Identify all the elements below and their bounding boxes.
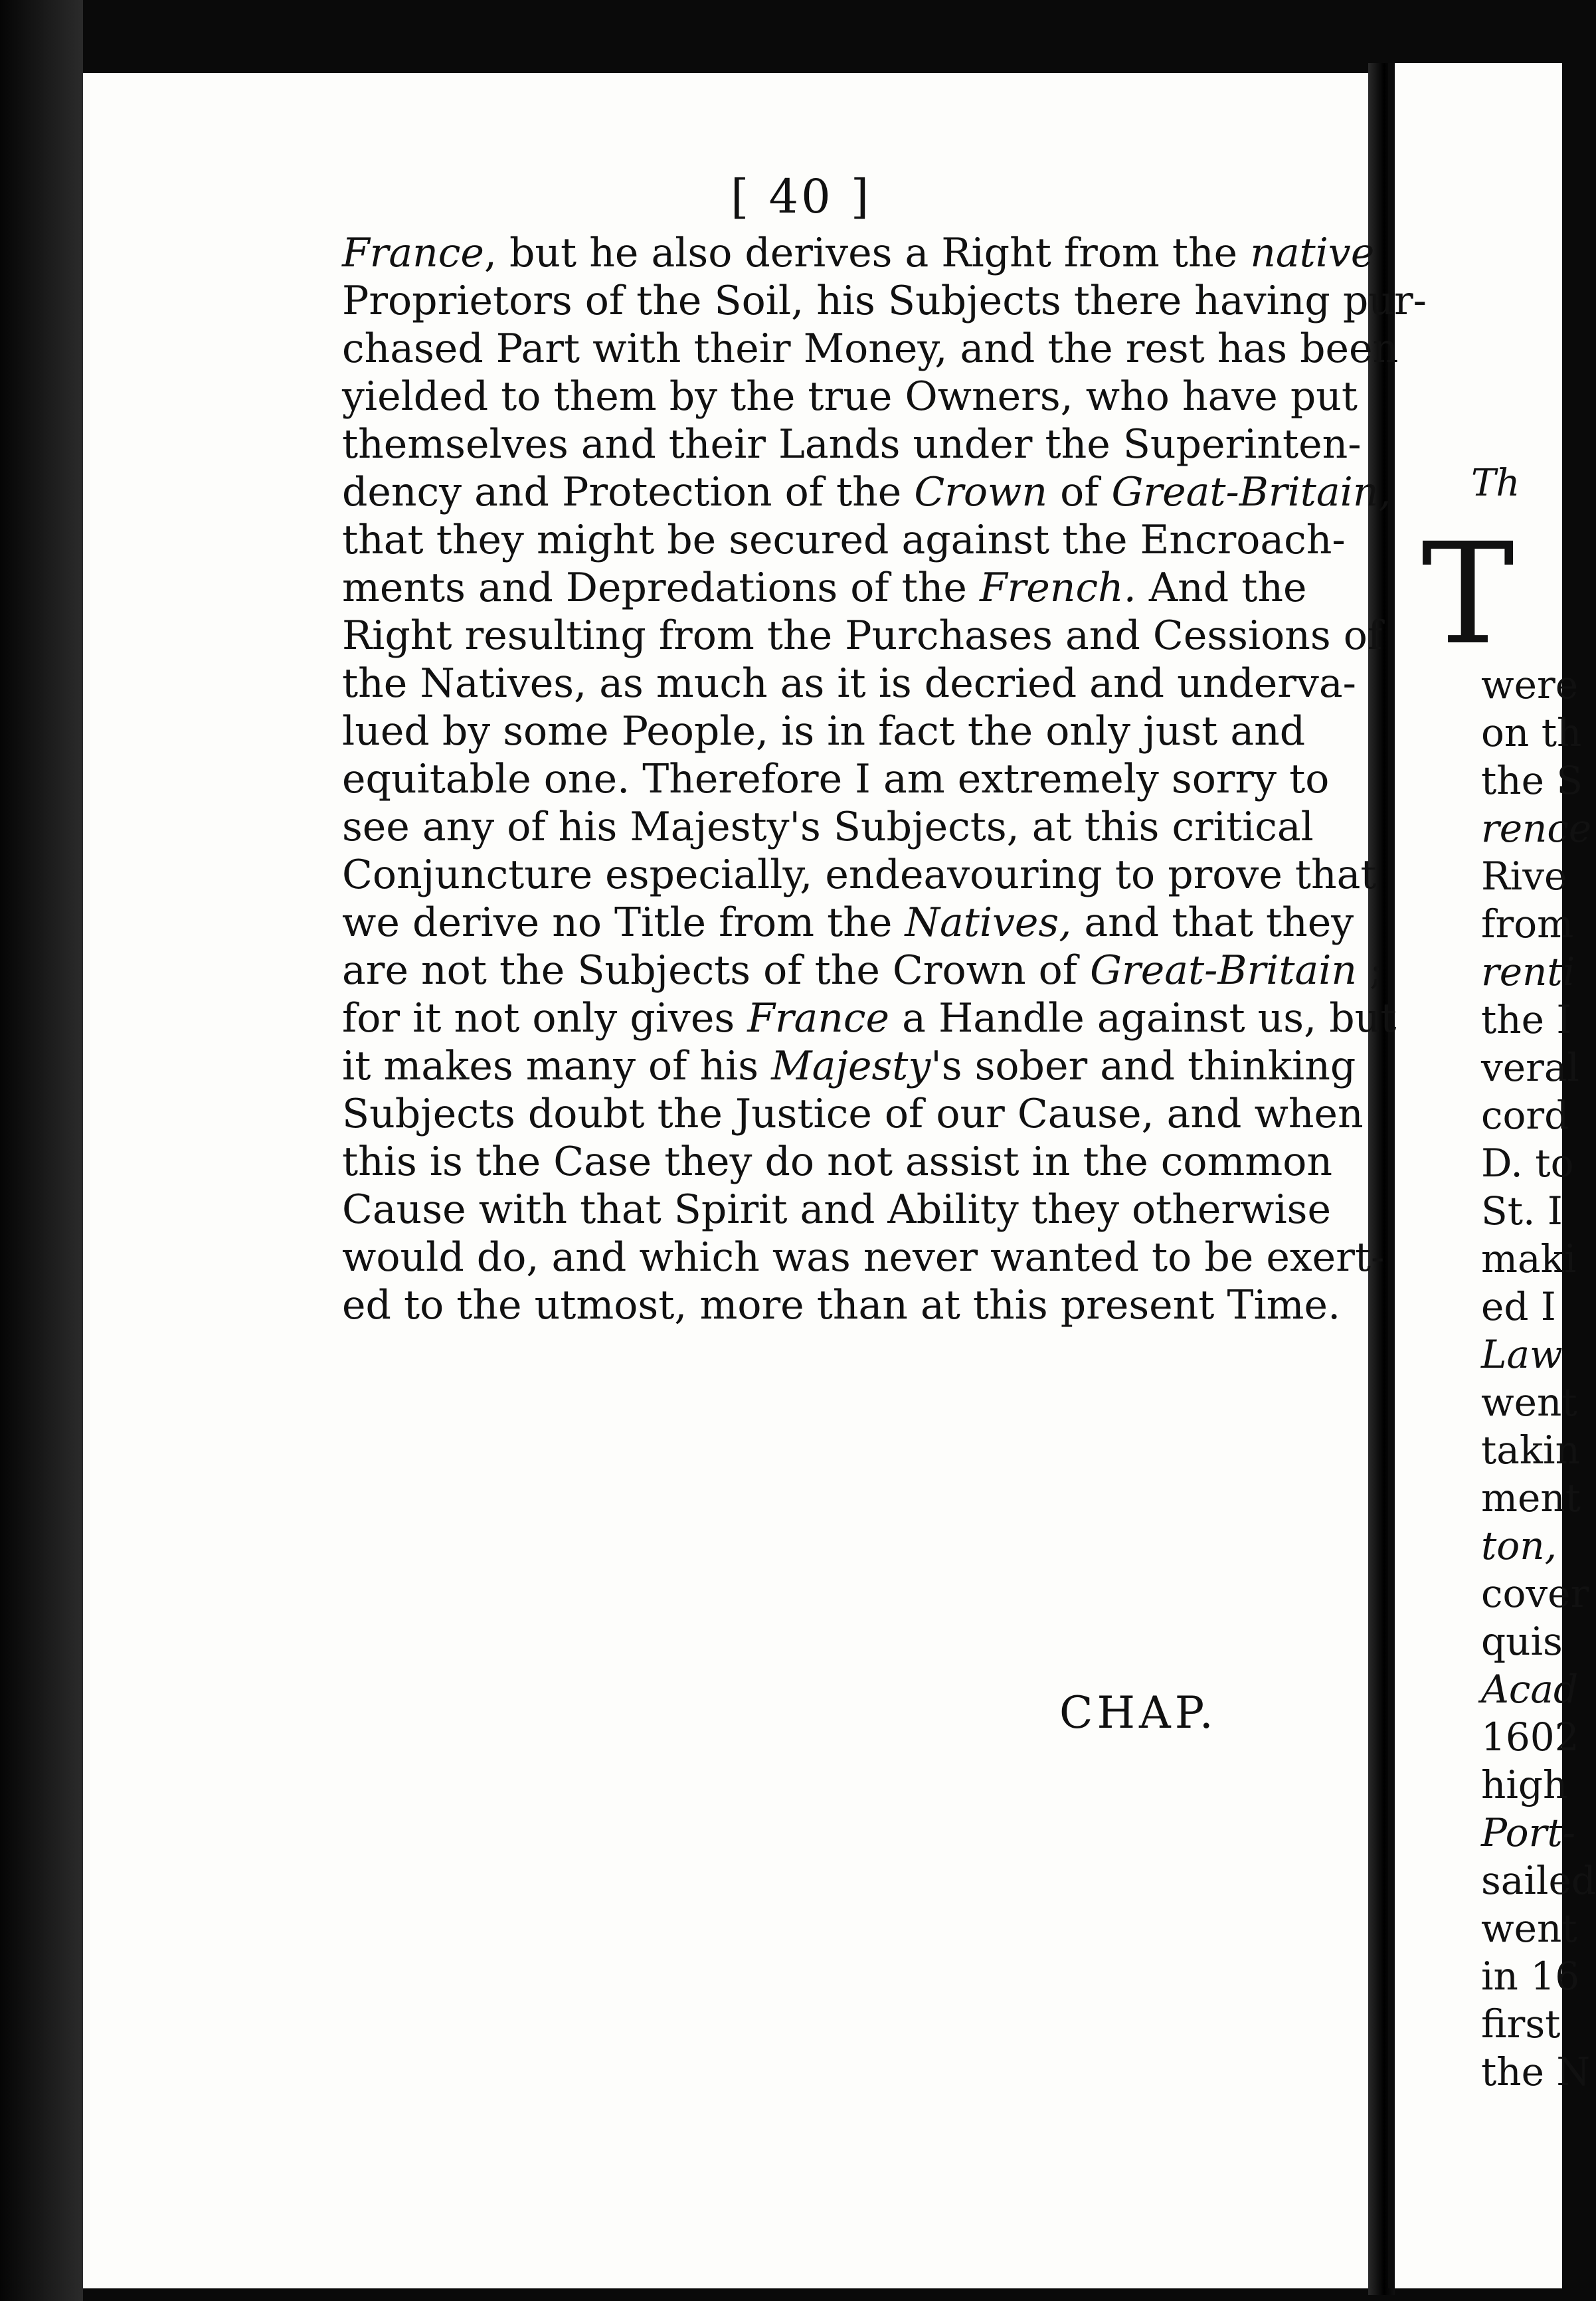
- right-page-line: rence: [1481, 806, 1592, 851]
- right-page-line: cord: [1481, 1093, 1569, 1138]
- text-line: [342, 564, 1307, 612]
- italic-text-segment: Natives,: [905, 899, 1072, 946]
- text-line: [342, 1234, 1385, 1281]
- text-line: [342, 1138, 1333, 1186]
- right-page-line: ton,: [1481, 1523, 1557, 1568]
- right-page: [1388, 63, 1596, 2288]
- text-segment: , but he also derives a Right from the: [484, 230, 1251, 276]
- text-line: [342, 229, 1375, 277]
- text-line: [342, 947, 1383, 994]
- text-line: [342, 1281, 1341, 1329]
- right-page-line: in 16: [1481, 1954, 1580, 1999]
- italic-text-segment: native: [1250, 230, 1375, 276]
- text-line: [342, 994, 1397, 1042]
- text-segment: it makes many of his: [342, 1043, 772, 1089]
- text-segment: are not the Subjects of the Crown of: [342, 947, 1091, 994]
- right-page-line: sailed: [1481, 1858, 1596, 1903]
- text-segment: And the: [1136, 565, 1307, 611]
- right-page-line: first: [1481, 2001, 1561, 2047]
- text-segment: this is the Case they do not assist in the common: [342, 1139, 1333, 1185]
- text-segment: ments and Depredations of the: [342, 565, 980, 611]
- right-page-line: Rive: [1481, 854, 1567, 899]
- right-page-line: cover: [1481, 1571, 1589, 1616]
- text-segment: and that they: [1071, 899, 1354, 946]
- left-margin-shadow: [0, 0, 83, 2301]
- text-segment: ;: [1357, 947, 1383, 994]
- italic-text-segment: Crown: [914, 469, 1048, 515]
- text-line: [342, 468, 1391, 516]
- right-page-line: Law: [1481, 1332, 1563, 1377]
- right-page-line: were: [1481, 662, 1579, 707]
- right-page-line: the S: [1481, 758, 1583, 803]
- right-page-heading: Th: [1471, 462, 1520, 505]
- text-line: [342, 803, 1314, 851]
- right-page-line: 1602: [1481, 1714, 1579, 1760]
- right-page-line: takin: [1481, 1427, 1580, 1473]
- right-page-line: went: [1481, 1906, 1577, 1951]
- right-page-line: maki: [1481, 1236, 1577, 1281]
- right-page-line: D. to: [1481, 1141, 1574, 1186]
- text-line: [342, 1186, 1331, 1234]
- text-segment: 's sober and thinking: [931, 1043, 1356, 1089]
- right-page-line: Port-: [1481, 1810, 1576, 1855]
- text-segment: would do, and which was never wanted to be exert-: [342, 1234, 1385, 1281]
- text-line: [342, 755, 1330, 803]
- right-page-line: ed I: [1481, 1284, 1556, 1329]
- main-text-block: [342, 229, 1427, 1329]
- text-line: [342, 277, 1427, 325]
- text-segment: see any of his Majesty's Subjects, at this critical: [342, 804, 1314, 850]
- text-line: [342, 1090, 1364, 1138]
- italic-text-segment: French.: [979, 565, 1136, 611]
- right-page-line: ment: [1481, 1475, 1581, 1520]
- text-line: [342, 851, 1377, 899]
- text-line: [342, 420, 1362, 468]
- text-line: [342, 707, 1306, 755]
- right-page-line: high: [1481, 1762, 1568, 1807]
- italic-text-segment: Great-Britain: [1090, 947, 1358, 994]
- text-line: [342, 1042, 1356, 1090]
- right-page-line: veral: [1481, 1045, 1579, 1090]
- text-segment: a Handle against us, but: [889, 995, 1397, 1042]
- text-segment: Proprietors of the Soil, his Subjects there having pur-: [342, 278, 1427, 324]
- right-page-line: went: [1481, 1380, 1577, 1425]
- right-page-text: [1481, 661, 1596, 2096]
- text-line: [342, 325, 1399, 373]
- right-page-dropcap: T: [1421, 513, 1515, 676]
- catchword: CHAP.: [1059, 1687, 1217, 1738]
- text-segment: yielded to them by the true Owners, who have put: [342, 373, 1358, 420]
- text-segment: the Natives, as much as it is decried and underva-: [342, 660, 1356, 707]
- text-segment: Right resulting from the Purchases and Cessions of: [342, 612, 1383, 659]
- page-number: [ 40 ]: [731, 169, 872, 224]
- italic-text-segment: Majesty: [771, 1043, 931, 1089]
- text-segment: Conjuncture especially, endeavouring to prove that: [342, 852, 1377, 898]
- text-segment: Cause with that Spirit and Ability they otherwise: [342, 1186, 1331, 1233]
- right-page-line: the N: [1481, 2049, 1591, 2094]
- text-line: [342, 373, 1358, 420]
- text-segment: dency and Protection of the: [342, 469, 915, 515]
- right-page-line: on th: [1481, 710, 1582, 755]
- text-segment: ed to the utmost, more than at this present Time.: [342, 1282, 1341, 1329]
- text-line: [342, 899, 1354, 947]
- text-segment: equitable one. Therefore I am extremely sorry to: [342, 756, 1330, 802]
- right-page-line: quis: [1481, 1619, 1563, 1664]
- text-segment: of: [1047, 469, 1112, 515]
- text-segment: Subjects doubt the Justice of our Cause, and when: [342, 1091, 1364, 1137]
- right-page-line: renti: [1481, 949, 1575, 994]
- italic-text-segment: France: [342, 230, 484, 276]
- italic-text-segment: Great-Britain,: [1111, 469, 1391, 515]
- text-segment: chased Part with their Money, and the rest has been: [342, 325, 1399, 372]
- right-page-line: the I: [1481, 997, 1572, 1042]
- text-segment: for it not only gives: [342, 995, 748, 1042]
- text-segment: lued by some People, is in fact the only just and: [342, 708, 1306, 755]
- right-page-line: Acad: [1481, 1667, 1579, 1712]
- text-line: [342, 612, 1383, 660]
- text-segment: that they might be secured against the Encroach-: [342, 517, 1346, 563]
- right-page-line: from: [1481, 901, 1574, 947]
- right-page-line: St. I: [1481, 1188, 1563, 1234]
- text-segment: we derive no Title from the: [342, 899, 905, 946]
- text-line: [342, 660, 1356, 707]
- text-segment: themselves and their Lands under the Superinten-: [342, 421, 1362, 468]
- italic-text-segment: France: [747, 995, 890, 1042]
- text-line: [342, 516, 1346, 564]
